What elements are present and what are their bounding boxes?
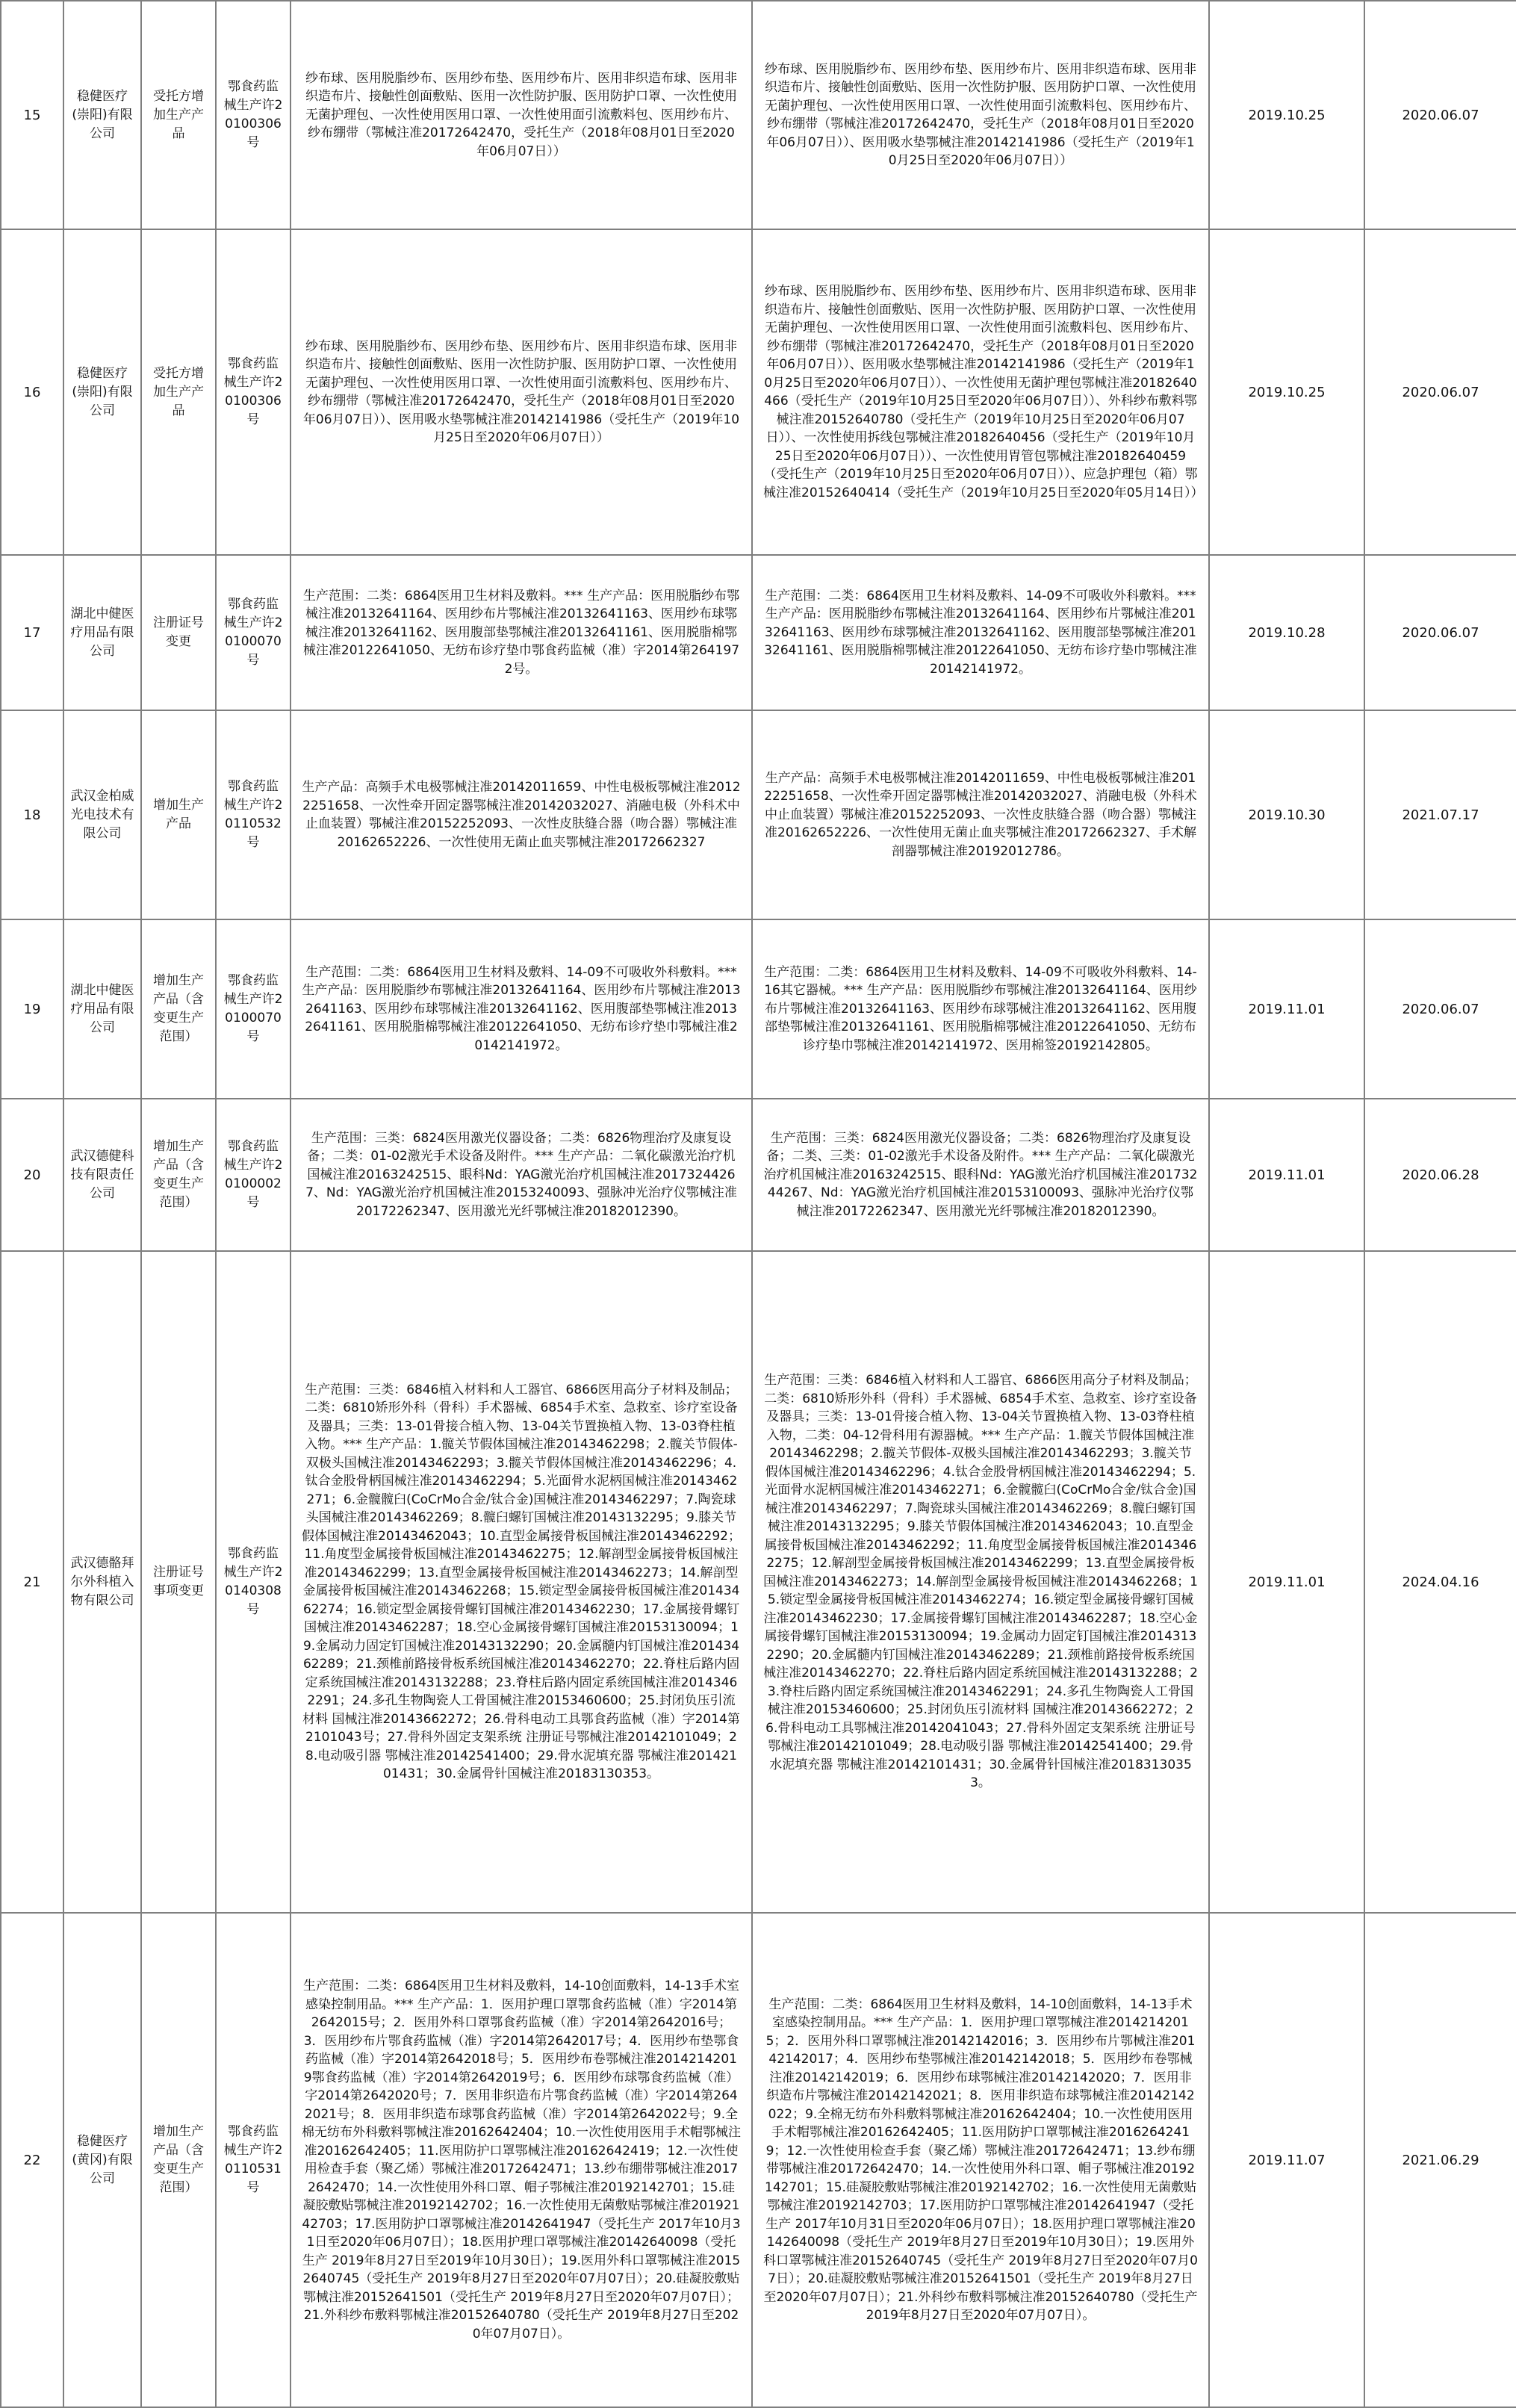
content-after-change: 生产产品：高频手术电极鄂械注准20142011659、中性电极板鄂械注准20122251658、一次性牵开固定器鄂械注准20142032027、消融电极（外科术中止血装置）鄂械注准20152252093、一次性皮肤缝合器（吻合器）鄂械注准20162652226、一次性使用无菌止血夹鄂械注准20172662327、手术解剖器鄂械注准20192012786。	[752, 710, 1209, 919]
approval-date: 2019.10.25	[1209, 1, 1364, 229]
row-number: 15	[1, 1, 63, 229]
row-number: 18	[1, 710, 63, 919]
approval-date: 2019.10.25	[1209, 229, 1364, 555]
expiry-date: 2024.04.16	[1364, 1251, 1516, 1913]
table-row	[1, 710, 1516, 919]
content-after-change: 生产范围：二类：6864医用卫生材料及敷料、14-09不可吸收外科敷料、14-16其它器械。*** 生产产品：医用脱脂纱布鄂械注准20132641164、医用纱布片鄂械注准20132641163、医用纱布球鄂械注准20132641162、医用腹部垫鄂械注准20132641161、医用脱脂棉鄂械注准20122641050、无纺布诊疗垫巾鄂械注准20142141972、医用棉签20192142805。	[752, 919, 1209, 1099]
license-number: 鄂食药监械生产许20100306号	[216, 1, 291, 229]
content-after-change: 生产范围：二类：6864医用卫生材料及敷料，14-10创面敷料，14-13手术室感染控制用品。*** 生产产品：1．医用护理口罩鄂械注准20142142015；2．医用外科口罩鄂械注准20142142016；3．医用纱布片鄂械注准20142142017；4．医用纱布垫鄂械注准20142142018；5．医用纱布卷鄂械注准20142142019；6．医用纱布球鄂械注准20142142020；7．医用非织造布片鄂械注准20142142021；8．医用非织造布球鄂械注准20142142022；9.全棉无纺布外科敷料鄂械注准20162642404；10.一次性使用医用手术帽鄂械注准20162642405；11.医用防护口罩鄂械注准20162642419；12.一次性使用检查手套（聚乙烯）鄂械注准20172642471；13.纱布绷带鄂械注准20172642470；14.一次性使用外科口罩、帽子鄂械注准20192142701；15.硅凝胶敷贴鄂械注准20192142702；16.一次性使用无菌敷贴鄂械注准20192142703；17.医用防护口罩鄂械注准20142641947（受托生产 2017年10月31日至2020年06月07日）；18.医用护理口罩鄂械注准20142640098（受托生产 2019年8月27日至2019年10月30日）；19.医用外科口罩鄂械注准20152640745（受托生产 2019年8月27日至2020年07月07日）；20.硅凝胶敷贴鄂械注准20152641501（受托生产 2019年8月27日至2020年07月07日）；21.外科纱布敷料鄂械注准20152640780（受托生产 2019年8月27日至2020年07月07日）。	[752, 1913, 1209, 2407]
content-after-change: 生产范围：二类：6864医用卫生材料及敷料、14-09不可吸收外科敷料。*** 生产产品：医用脱脂纱布鄂械注准20132641164、医用纱布片鄂械注准20132641163、医用纱布球鄂械注准20132641162、医用腹部垫鄂械注准20132641161、医用脱脂棉鄂械注准20122641050、无纺布诊疗垫巾鄂械注准20142141972。	[752, 555, 1209, 710]
license-number: 鄂食药监械生产许20110531号	[216, 1913, 291, 2407]
row-number: 22	[1, 1913, 63, 2407]
table-row	[1, 919, 1516, 1099]
row-number: 17	[1, 555, 63, 710]
content-after-change: 生产范围：三类：6846植入材料和人工器官、6866医用高分子材料及制品；二类：6810矫形外科（骨科）手术器械、6854手术室、急救室、诊疗室设备及器具；三类：13-01骨接合植入物、13-04关节置换植入物、13-03脊柱植入物，二类：04-12骨科用有源器械。*** 生产产品：1.髋关节假体国械注准20143462298；2.髋关节假体-双极头国械注准20143462293；3.髋关节假体国械注准20143462296；4.钛合金股骨柄国械注准20143462294；5.光面骨水泥柄国械注准20143462271；6.金髋髋臼(CoCrMo合金/钛合金)国械注准20143462297；7.陶瓷球头国械注准20143462269；8.髋臼螺钉国械注准20143132295；9.膝关节假体国械注准20143462043；10.直型金属接骨板国械注准20143462292；11.角度型金属接骨板国械注准20143462275；12.解剖型金属接骨板国械注准20143462299；13.直型金属接骨板国械注准20143462273；14.解剖型金属接骨板国械注准20143462268；15.锁定型金属接骨板国械注准20143462274；16.锁定型金属接骨螺钉国械注准20143462230；17.金属接骨螺钉国械注准20143462287；18.空心金属接骨螺钉国械注准20153130094；19.金属动力固定钉国械注准20143132290；20.金属髓内钉国械注准20143462289；21.颈椎前路接骨板系统国械注准20143462270；22.脊柱后路内固定系统国械注准20143132288；23.脊柱后路内固定系统国械注准20143462291；24.多孔生物陶瓷人工骨国械注准20153460600；25.封闭负压引流材料 国械注准20143662272；26.骨科电动工具鄂械注准20142041043；27.骨科外固定支架系统 注册证号鄂械注准20142101049；28.电动吸引器 鄂械注准20142541400；29.骨水泥填充器 鄂械注准20142101431；30.金属骨针国械注准20183130353。	[752, 1251, 1209, 1913]
license-number: 鄂食药监械生产许20140308号	[216, 1251, 291, 1913]
expiry-date: 2020.06.07	[1364, 1, 1516, 229]
expiry-date: 2020.06.07	[1364, 919, 1516, 1099]
company-name: 湖北中健医疗用品有限公司	[63, 919, 141, 1099]
approval-date: 2019.11.01	[1209, 1099, 1364, 1251]
change-type: 受托方增加生产产品	[141, 229, 216, 555]
expiry-date: 2020.06.28	[1364, 1099, 1516, 1251]
company-name: 湖北中健医疗用品有限公司	[63, 555, 141, 710]
change-type: 注册证号变更	[141, 555, 216, 710]
content-before-change: 生产范围：二类：6864医用卫生材料及敷料、14-09不可吸收外科敷料。*** 生产产品：医用脱脂纱布鄂械注准20132641164、医用纱布片鄂械注准20132641163、医用纱布球鄂械注准20132641162、医用腹部垫鄂械注准20132641161、医用脱脂棉鄂械注准20122641050、无纺布诊疗垫巾鄂械注准20142141972。	[291, 919, 752, 1099]
company-name: 稳健医疗(崇阳)有限公司	[63, 1, 141, 229]
expiry-date: 2020.06.07	[1364, 229, 1516, 555]
approval-date: 2019.10.28	[1209, 555, 1364, 710]
content-before-change: 生产范围：三类：6824医用激光仪器设备；二类：6826物理治疗及康复设备；二类：01-02激光手术设备及附件。*** 生产产品：二氧化碳激光治疗机国械注准20163242515、眼科Nd：YAG激光治疗机国械注准20173244267、Nd：YAG激光治疗机国械注准20153240093、强脉冲光治疗仪鄂械注准20172262347、医用激光光纤鄂械注准20182012390。	[291, 1099, 752, 1251]
expiry-date: 2021.06.29	[1364, 1913, 1516, 2407]
row-number: 16	[1, 229, 63, 555]
table-row	[1, 1, 1516, 229]
row-number: 19	[1, 919, 63, 1099]
company-name: 武汉德骼拜尔外科植入物有限公司	[63, 1251, 141, 1913]
content-before-change: 生产范围：二类：6864医用卫生材料及敷料。*** 生产产品：医用脱脂纱布鄂械注准20132641164、医用纱布片鄂械注准20132641163、医用纱布球鄂械注准20132641162、医用腹部垫鄂械注准20132641161、医用脱脂棉鄂械注准20122641050、无纺布诊疗垫巾鄂食药监械（准）字2014第2641972号。	[291, 555, 752, 710]
content-before-change: 生产范围：三类：6846植入材料和人工器官、6866医用高分子材料及制品；二类：6810矫形外科（骨科）手术器械、6854手术室、急救室、诊疗室设备及器具；三类：13-01骨接合植入物、13-04关节置换植入物、13-03脊柱植入物。*** 生产产品：1.髋关节假体国械注准20143462298；2.髋关节假体-双极头国械注准20143462293；3.髋关节假体国械注准20143462296；4.钛合金股骨柄国械注准20143462294；5.光面骨水泥柄国械注准20143462271；6.金髋髋臼(CoCrMo合金/钛合金)国械注准20143462297；7.陶瓷球头国械注准20143462269；8.髋臼螺钉国械注准20143132295；9.膝关节假体国械注准20143462043；10.直型金属接骨板国械注准20143462292；11.角度型金属接骨板国械注准20143462275；12.解剖型金属接骨板国械注准20143462299；13.直型金属接骨板国械注准20143462273；14.解剖型金属接骨板国械注准20143462268；15.锁定型金属接骨板国械注准20143462274；16.锁定型金属接骨螺钉国械注准20143462230；17.金属接骨螺钉国械注准20143462287；18.空心金属接骨螺钉国械注准20153130094；19.金属动力固定钉国械注准20143132290；20.金属髓内钉国械注准20143462289；21.颈椎前路接骨板系统国械注准20143462270；22.脊柱后路内固定系统国械注准20143132288；23.脊柱后路内固定系统国械注准20143462291；24.多孔生物陶瓷人工骨国械注准20153460600；25.封闭负压引流材料 国械注准20143662272；26.骨科电动工具鄂食药监械（准）字2014第2101043号；27.骨科外固定支架系统 注册证号鄂械注准20142101049；28.电动吸引器 鄂械注准20142541400；29.骨水泥填充器 鄂械注准20142101431；30.金属骨针国械注准20183130353。	[291, 1251, 752, 1913]
approval-date: 2019.10.30	[1209, 710, 1364, 919]
row-number: 20	[1, 1099, 63, 1251]
company-name: 武汉德健科技有限责任公司	[63, 1099, 141, 1251]
table-row	[1, 555, 1516, 710]
change-type: 增加生产产品	[141, 710, 216, 919]
license-number: 鄂食药监械生产许20110532号	[216, 710, 291, 919]
table-row	[1, 1251, 1516, 1913]
company-name: 稳健医疗(黄冈)有限公司	[63, 1913, 141, 2407]
license-number: 鄂食药监械生产许20100070号	[216, 919, 291, 1099]
content-after-change: 纱布球、医用脱脂纱布、医用纱布垫、医用纱布片、医用非织造布球、医用非织造布片、接触性创面敷贴、医用一次性防护服、医用防护口罩、一次性使用无菌护理包、一次性使用医用口罩、一次性使用面引流敷料包、医用纱布片、纱布绷带（鄂械注准20172642470，受托生产（2018年08月01日至2020年06月07日））、医用吸水垫鄂械注准20142141986（受托生产（2019年10月25日至2020年06月07日））	[752, 1, 1209, 229]
table-row	[1, 1099, 1516, 1251]
table-row	[1, 229, 1516, 555]
license-number: 鄂食药监械生产许20100306号	[216, 229, 291, 555]
content-before-change: 生产产品：高频手术电极鄂械注准20142011659、中性电极板鄂械注准20122251658、一次性牵开固定器鄂械注准20142032027、消融电极（外科术中止血装置）鄂械注准20152252093、一次性皮肤缝合器（吻合器）鄂械注准20162652226、一次性使用无菌止血夹鄂械注准20172662327	[291, 710, 752, 919]
row-number: 21	[1, 1251, 63, 1913]
content-after-change: 生产范围：三类：6824医用激光仪器设备；二类：6826物理治疗及康复设备；二类、三类：01-02激光手术设备及附件。*** 生产产品：二氧化碳激光治疗机国械注准20163242515、眼科Nd：YAG激光治疗机国械注准20173244267、Nd：YAG激光治疗机国械注准20153100093、强脉冲光治疗仪鄂械注准20172262347、医用激光光纤鄂械注准20182012390。	[752, 1099, 1209, 1251]
company-name: 武汉金柏威光电技术有限公司	[63, 710, 141, 919]
change-type: 增加生产产品（含变更生产范围）	[141, 919, 216, 1099]
change-type: 增加生产产品（含变更生产范围）	[141, 1913, 216, 2407]
company-name: 稳健医疗(崇阳)有限公司	[63, 229, 141, 555]
content-before-change: 纱布球、医用脱脂纱布、医用纱布垫、医用纱布片、医用非织造布球、医用非织造布片、接触性创面敷贴、医用一次性防护服、医用防护口罩、一次性使用无菌护理包、一次性使用医用口罩、一次性使用面引流敷料包、医用纱布片、纱布绷带（鄂械注准20172642470，受托生产（2018年08月01日至2020年06月07日））	[291, 1, 752, 229]
license-number: 鄂食药监械生产许20100002号	[216, 1099, 291, 1251]
approval-date: 2019.11.01	[1209, 919, 1364, 1099]
content-after-change: 纱布球、医用脱脂纱布、医用纱布垫、医用纱布片、医用非织造布球、医用非织造布片、接触性创面敷贴、医用一次性防护服、医用防护口罩、一次性使用无菌护理包、一次性使用医用口罩、一次性使用面引流敷料包、医用纱布片、纱布绷带（鄂械注准20172642470，受托生产（2018年08月01日至2020年06月07日））、医用吸水垫鄂械注准20142141986（受托生产（2019年10月25日至2020年06月07日））、一次性使用无菌护理包鄂械注准20182640466（受托生产（2019年10月25日至2020年06月07日））、外科纱布敷料鄂械注准20152640780（受托生产（2019年10月25日至2020年06月07日））、一次性使用拆线包鄂械注准20182640456（受托生产（2019年10月25日至2020年06月07日））、一次性使用胃管包鄂械注准20182640459（受托生产（2019年10月25日至2020年06月07日））、应急护理包（箱）鄂械注准20152640414（受托生产（2019年10月25日至2020年05月14日））	[752, 229, 1209, 555]
change-type: 增加生产产品（含变更生产范围）	[141, 1099, 216, 1251]
expiry-date: 2020.06.07	[1364, 555, 1516, 710]
change-type: 受托方增加生产产品	[141, 1, 216, 229]
approval-date: 2019.11.01	[1209, 1251, 1364, 1913]
content-before-change: 纱布球、医用脱脂纱布、医用纱布垫、医用纱布片、医用非织造布球、医用非织造布片、接触性创面敷贴、医用一次性防护服、医用防护口罩、一次性使用无菌护理包、一次性使用医用口罩、一次性使用面引流敷料包、医用纱布片、纱布绷带（鄂械注准20172642470，受托生产（2018年08月01日至2020年06月07日））、医用吸水垫鄂械注准20142141986（受托生产（2019年10月25日至2020年06月07日））	[291, 229, 752, 555]
content-before-change: 生产范围：二类：6864医用卫生材料及敷料，14-10创面敷料，14-13手术室感染控制用品。*** 生产产品：1．医用护理口罩鄂食药监械（准）字2014第2642015号；2．医用外科口罩鄂食药监械（准）字2014第2642016号；3．医用纱布片鄂食药监械（准）字2014第2642017号；4．医用纱布垫鄂食药监械（准）字2014第2642018号；5．医用纱布卷鄂械注准20142142019鄂食药监械（准）字2014第2642019号；6．医用纱布球鄂食药监械（准）字2014第2642020号；7．医用非织造布片鄂食药监械（准）字2014第2642021号；8．医用非织造布球鄂食药监械（准）字2014第2642022号；9.全棉无纺布外科敷料鄂械注准20162642404；10.一次性使用医用手术帽鄂械注准20162642405；11.医用防护口罩鄂械注准20162642419；12.一次性使用检查手套（聚乙烯）鄂械注准20172642471；13.纱布绷带鄂械注准20172642470；14.一次性使用外科口罩、帽子鄂械注准20192142701；15.硅凝胶敷贴鄂械注准20192142702；16.一次性使用无菌敷贴鄂械注准20192142703；17.医用防护口罩鄂械注准20142641947（受托生产 2017年10月31日至2020年06月07日）；18.医用护理口罩鄂械注准20142640098（受托生产 2019年8月27日至2019年10月30日）；19.医用外科口罩鄂械注准20152640745（受托生产 2019年8月27日至2020年07月07日）；20.硅凝胶敷贴鄂械注准20152641501（受托生产 2019年8月27日至2020年07月07日）；21.外科纱布敷料鄂械注准20152640780（受托生产 2019年8月27日至2020年07月07日）。	[291, 1913, 752, 2407]
change-type: 注册证号事项变更	[141, 1251, 216, 1913]
expiry-date: 2021.07.17	[1364, 710, 1516, 919]
license-number: 鄂食药监械生产许20100070号	[216, 555, 291, 710]
approval-date: 2019.11.07	[1209, 1913, 1364, 2407]
table-row	[1, 1913, 1516, 2407]
